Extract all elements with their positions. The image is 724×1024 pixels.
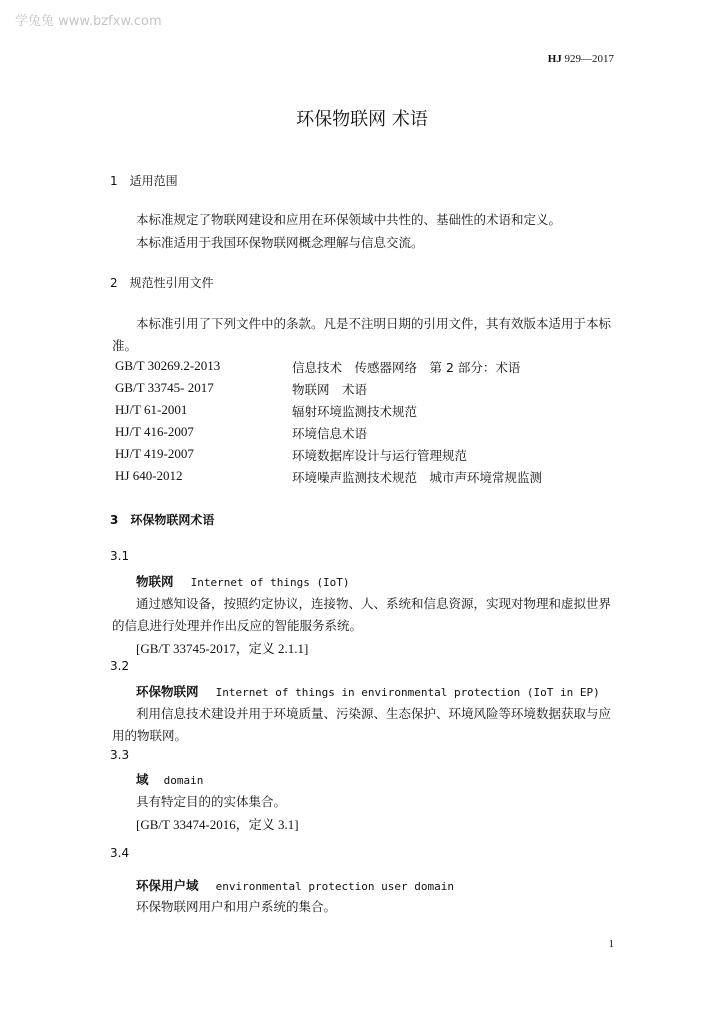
term-source: [GB/T 33745-2017，定义 2.1.1] (136, 641, 309, 656)
ref-name: 环境信息术语 (292, 426, 368, 441)
term-en: domain (163, 774, 204, 787)
ref-code: HJ/T 419-2007 (115, 446, 194, 461)
term-number: 3.3 (110, 748, 130, 762)
section-1-para-1: 本标准规定了物联网建设和应用在环保领域中共性的、基础性的术语和定义。 (136, 212, 562, 227)
page-number: 1 (608, 938, 614, 950)
term-definition-line-1: 利用信息技术建设并用于环境质量、污染源、生态保护、环境风险等环境数据获取与应 (136, 706, 612, 721)
term-definition-line-2: 的信息进行处理并作出反应的智能服务系统。 (112, 618, 363, 633)
ref-code: HJ 640-2012 (115, 468, 183, 483)
doc-prefix: HJ (547, 53, 562, 65)
term-number: 3.2 (110, 659, 130, 673)
term-title (136, 681, 600, 700)
section-2-heading: 2 规范性引用文件 (110, 276, 214, 290)
ref-name: 辐射环境监测技术规范 (292, 404, 418, 419)
term-en: environmental protection user domain (215, 880, 455, 893)
ref-code: HJ/T 416-2007 (115, 424, 194, 439)
term-en: Internet of things in environmental protection (IoT in EP) (215, 686, 600, 699)
ref-code: GB/T 30269.2-2013 (115, 358, 221, 373)
term-definition-line-1: 环保物联网用户和用户系统的集合。 (136, 899, 337, 914)
section-2-intro-line-1: 本标准引用了下列文件中的条款。凡是不注明日期的引用文件，其有效版本适用于本标 (136, 316, 612, 331)
ref-name: 环境数据库设计与运行管理规范 (292, 448, 468, 463)
ref-name: 环境噪声监测技术规范 城市声环境常规监测 (292, 470, 543, 485)
term-title (136, 769, 203, 788)
section-2-intro-line-2: 准。 (112, 338, 138, 353)
page-title: 环保物联网 术语 (296, 109, 428, 130)
document-number (548, 53, 614, 65)
term-number: 3.4 (110, 846, 130, 860)
term-cn: 环保物联网 (136, 684, 199, 699)
term-source: [GB/T 33474-2016，定义 3.1] (136, 817, 299, 832)
watermark: 学兔兔 www.bzfxw.com (15, 14, 162, 29)
term-definition-line-2: 用的物联网。 (112, 728, 188, 743)
term-number: 3.1 (110, 549, 130, 563)
ref-name: 信息技术 传感器网络 第 2 部分：术语 (292, 360, 521, 375)
section-1-heading: 1 适用范围 (110, 174, 178, 188)
section-3-heading: 3 环保物联网术语 (110, 513, 215, 527)
term-en: Internet of things (IoT) (190, 576, 350, 589)
section-1-para-2: 本标准适用于我国环保物联网概念理解与信息交流。 (136, 235, 424, 250)
term-definition-line-1: 通过感知设备，按照约定协议，连接物、人、系统和信息资源，实现对物理和虚拟世界 (136, 596, 612, 611)
doc-number: 929—2017 (564, 53, 614, 65)
term-cn: 物联网 (136, 574, 174, 589)
ref-code: HJ/T 61-2001 (115, 402, 188, 417)
ref-code: GB/T 33745- 2017 (115, 380, 214, 395)
term-definition-line-1: 具有特定目的的实体集合。 (136, 794, 287, 809)
term-title (136, 875, 454, 894)
ref-name: 物联网 术语 (292, 382, 368, 397)
term-cn: 域 (136, 772, 149, 787)
term-title (136, 571, 350, 590)
term-cn: 环保用户域 (136, 878, 199, 893)
